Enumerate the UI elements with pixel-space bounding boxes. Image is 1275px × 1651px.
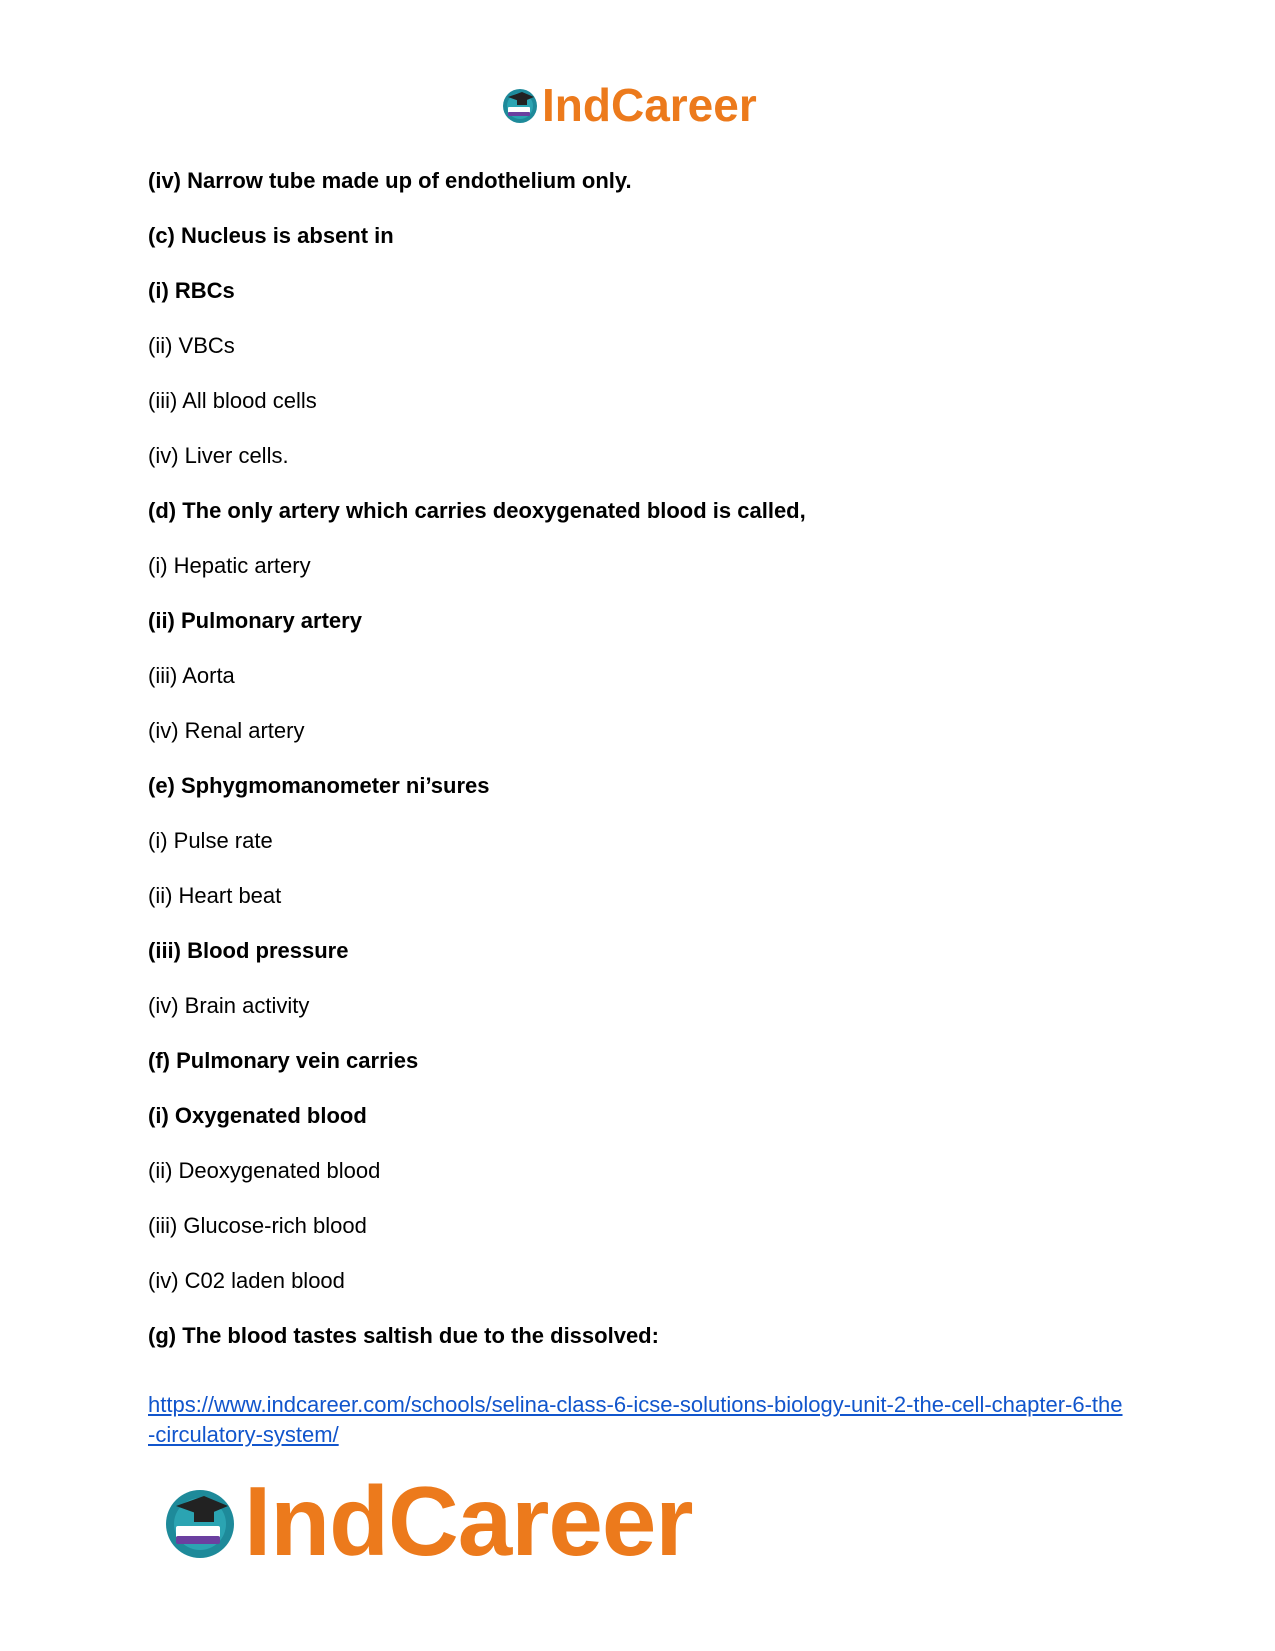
text-line: (i) Hepatic artery [148, 553, 311, 578]
text-line: (i) RBCs [148, 278, 235, 303]
text-line: (f) Pulmonary vein carries [148, 1048, 419, 1073]
footer-logo [160, 1465, 693, 1578]
text-line: (ii) Heart beat [148, 883, 282, 908]
text-line: (iii) Glucose-rich blood [148, 1213, 367, 1238]
text-line: (d) The only artery which carries deoxygenated blood is called, [148, 498, 806, 523]
text-line: (iii) Blood pressure [148, 938, 349, 963]
globe-book-icon [500, 85, 540, 125]
text-line: (c) Nucleus is absent in [148, 223, 394, 248]
text-line: (e) Sphygmomanometer ni’sures [148, 773, 490, 798]
header-logo-text: IndCareer [542, 79, 757, 131]
text-line: (iv) C02 laden blood [148, 1268, 345, 1293]
text-line: (iv) Narrow tube made up of endothelium only. [148, 168, 632, 193]
text-line: (iv) Renal artery [148, 718, 305, 743]
text-line: (i) Pulse rate [148, 828, 273, 853]
text-line: (g) The blood tastes saltish due to the dissolved: [148, 1323, 659, 1348]
text-line: (ii) VBCs [148, 333, 235, 358]
source-link[interactable]: https://www.indcareer.com/schools/selina-class-6-icse-solutions-biology-unit-2-the-cell-chapter-6-the-circulatory-system/ [148, 1392, 1123, 1447]
text-line: (iii) All blood cells [148, 388, 317, 413]
globe-book-icon [160, 1482, 240, 1562]
footer-logo-text: IndCareer [244, 1466, 693, 1576]
header-logo [500, 78, 757, 132]
text-line: (iv) Liver cells. [148, 443, 289, 468]
text-line: (i) Oxygenated blood [148, 1103, 367, 1128]
text-line: (ii) Pulmonary artery [148, 608, 362, 633]
text-line: (iii) Aorta [148, 663, 235, 688]
document-body [148, 168, 1128, 1378]
text-line: (iv) Brain activity [148, 993, 310, 1018]
text-line: (ii) Deoxygenated blood [148, 1158, 381, 1183]
